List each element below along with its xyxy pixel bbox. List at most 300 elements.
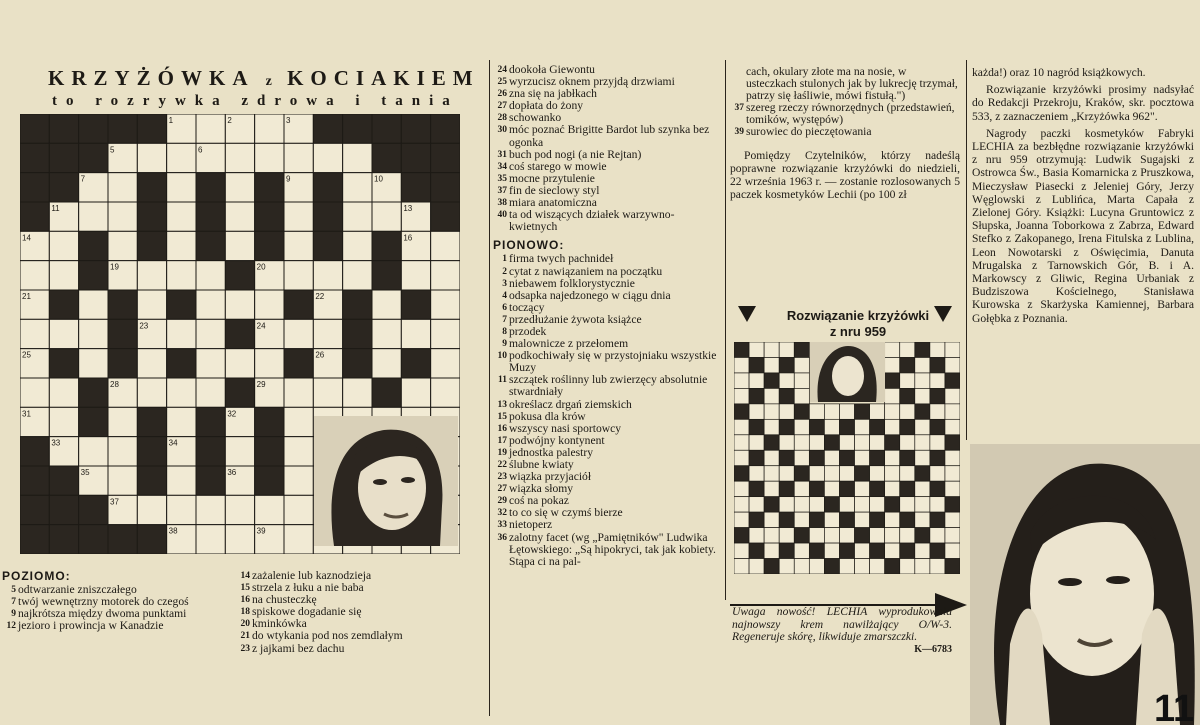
grid-black-cell [343,114,372,143]
clue-number: 2 [502,266,507,277]
clue-number: 38 [497,198,507,209]
grid-cell[interactable] [167,407,196,436]
solution-cell [870,435,885,450]
grid-cell[interactable] [343,143,372,172]
solution-cell [915,528,930,543]
solution-cell [824,404,839,419]
grid-number: 14 [22,233,31,243]
solution-cell [945,543,960,558]
grid-cell[interactable] [225,202,254,231]
solution-title [758,308,958,340]
clue-item [493,350,721,374]
solution-cell [900,404,915,419]
grid-cell[interactable] [49,261,78,290]
solution-cell [930,404,945,419]
grid-cell[interactable] [284,261,313,290]
lechia-ad [732,606,952,656]
solution-cell [870,497,885,512]
solution-cell [885,466,900,481]
poziomo-clues-col2 [236,570,462,655]
solution-cell [824,559,839,574]
solution-cell [794,357,809,372]
grid-black-cell [255,173,284,202]
clue-number: 33 [497,520,507,531]
clue-number: 36 [497,532,507,543]
solution-cell [945,342,960,357]
solution-cell [915,357,930,372]
clue-item [493,374,721,398]
clue-item [493,124,721,148]
solution-cell [794,559,809,574]
title-main: KRZYŻÓWKA [48,66,254,90]
grid-black-cell [137,202,166,231]
grid-cell[interactable] [79,349,108,378]
clue-text: zażalenie lub kaznodzieja [252,569,372,582]
column-divider-3 [966,60,967,440]
grid-black-cell [343,349,372,378]
solution-cell [809,481,824,496]
grid-black-cell [196,437,225,466]
grid-cell[interactable] [284,437,313,466]
grid-cell[interactable] [79,202,108,231]
grid-black-cell [108,525,137,554]
solution-cell [839,543,854,558]
grid-black-cell [137,525,166,554]
grid-black-cell [401,143,430,172]
grid-black-cell [79,231,108,260]
grid-black-cell [137,114,166,143]
grid-cell[interactable] [196,290,225,319]
solution-cell [915,404,930,419]
grid-cell[interactable] [343,378,372,407]
solution-cell [779,388,794,403]
solution-cell [809,466,824,481]
grid-cell[interactable] [137,378,166,407]
grid-cell[interactable] [431,378,460,407]
grid-cell[interactable] [225,495,254,524]
clue-number: 26 [497,89,507,100]
grid-cell[interactable] [284,319,313,348]
grid-cell[interactable] [225,143,254,172]
solution-cell [885,497,900,512]
grid-number: 29 [256,380,266,389]
solution-cell [930,419,945,434]
clue-text: twój wewnętrzny motorek do czegoś [18,595,189,609]
grid-black-cell [20,495,49,524]
grid-cell[interactable] [225,173,254,202]
grid-number: 24 [256,321,266,331]
grid-cell[interactable] [225,290,254,319]
grid-cell[interactable] [431,349,460,378]
clue-number: 32 [497,508,507,519]
grid-cell[interactable] [49,407,78,436]
solution-cell [749,435,764,450]
solution-cell [764,388,779,403]
solution-cell [734,404,749,419]
solution-grid [734,342,960,574]
grid-number: 13 [403,204,413,213]
grid-cell[interactable] [196,495,225,524]
page-number: 11 [1154,688,1195,725]
arrow-down-left [738,306,756,322]
grid-black-cell [313,231,342,260]
grid-cell[interactable] [284,495,313,524]
grid-cell[interactable] [431,319,460,348]
grid-black-cell [255,437,284,466]
clue-text: to co się w czymś bierze [509,506,623,520]
clue-text: wyrzucisz oknem przyjdą drzwiami [509,75,675,89]
grid-cell[interactable] [137,143,166,172]
solution-cell [764,466,779,481]
grid-cell[interactable] [343,202,372,231]
grid-cell[interactable] [372,319,401,348]
solution-cell [900,512,915,527]
solution-cell [885,404,900,419]
grid-number: 39 [256,526,266,536]
solution-cell [779,404,794,419]
grid-cell[interactable] [196,261,225,290]
solution-cell [824,450,839,465]
grid-number: 37 [110,497,119,507]
solution-cell [764,435,779,450]
grid-cell[interactable] [49,319,78,348]
grid-cell[interactable] [49,231,78,260]
grid-cell[interactable] [255,143,284,172]
grid-cell[interactable] [167,495,196,524]
solution-cell [749,497,764,512]
clue-text: coś na pokaz [509,494,569,508]
grid-cell[interactable] [343,231,372,260]
grid-cell[interactable] [284,143,313,172]
clue-number: 30 [497,125,507,136]
solution-cell [930,528,945,543]
solution-cell [734,497,749,512]
solution-cell [749,512,764,527]
clue-text: ślubne kwiaty [509,458,574,471]
grid-cell[interactable] [167,173,196,202]
grid-cell[interactable] [225,231,254,260]
grid-black-cell [225,378,254,407]
solution-cell [885,357,900,372]
grid-black-cell [372,378,401,407]
solution-cell [734,388,749,403]
grid-black-cell [20,143,49,172]
poziomo-clues-col1 [2,568,236,632]
woman-hands-portrait-image [970,444,1200,725]
solution-cell [900,373,915,388]
solution-cell [945,528,960,543]
grid-cell[interactable] [284,525,313,554]
solution-cell [749,419,764,434]
grid-cell[interactable] [401,319,430,348]
grid-black-cell [401,349,430,378]
woman-photo-small [314,416,458,546]
solution-cell [764,512,779,527]
solution-cell [900,543,915,558]
grid-cell[interactable] [431,231,460,260]
grid-black-cell [255,202,284,231]
clue-text: niebawem folklorystycznie [509,276,635,290]
grid-black-cell [196,173,225,202]
clue-text: na chusteczkę [252,593,317,607]
grid-black-cell [196,231,225,260]
grid-cell[interactable] [108,407,137,436]
grid-cell[interactable] [49,378,78,407]
grid-cell[interactable] [401,378,430,407]
grid-cell[interactable] [137,290,166,319]
solution-cell [870,466,885,481]
grid-black-cell [137,231,166,260]
solution-cell [794,419,809,434]
clue-text: dookoła Giewontu [509,63,595,76]
solution-cell [870,404,885,419]
grid-black-cell [20,466,49,495]
clue-number: 10 [497,351,507,362]
solution-cell [764,373,779,388]
grid-number: 10 [374,174,383,184]
grid-cell[interactable] [167,202,196,231]
solution-cell [734,559,749,574]
grid-cell[interactable] [108,231,137,260]
grid-number: 5 [110,145,115,155]
solution-cell [855,559,870,574]
clue-number: 29 [497,496,507,507]
grid-cell[interactable] [284,202,313,231]
grid-black-cell [313,114,342,143]
clue-text: najkrótsza między dwoma punktami [18,607,187,621]
grid-cell[interactable] [79,290,108,319]
clue-number: 37 [497,185,507,196]
poziomo-clues-col3 [493,64,721,568]
solution-cell [809,435,824,450]
solution-cell [945,450,960,465]
grid-cell[interactable] [284,466,313,495]
grid-black-cell [401,173,430,202]
grid-black-cell [225,261,254,290]
solution-cell [734,373,749,388]
grid-cell[interactable] [137,261,166,290]
solution-cell [794,388,809,403]
solution-cell [839,512,854,527]
solution-cell [945,559,960,574]
grid-black-cell [372,143,401,172]
grid-cell[interactable] [255,290,284,319]
grid-number: 22 [315,292,325,301]
solution-cell [734,450,749,465]
grid-cell[interactable] [20,319,49,348]
grid-cell[interactable] [255,495,284,524]
grid-cell[interactable] [372,349,401,378]
grid-cell[interactable] [108,437,137,466]
solution-cell [764,450,779,465]
clue-text: odtwarzanie zniszczałego [18,583,137,597]
grid-cell[interactable] [167,231,196,260]
solution-cell [734,512,749,527]
grid-cell[interactable] [20,378,49,407]
grid-cell[interactable] [196,525,225,554]
clue-number: 28 [497,113,507,124]
grid-cell[interactable] [167,378,196,407]
crossword-title [48,66,480,91]
clue-text: podkochiwały się w przystojniaku wszystkie Muzy [509,349,717,375]
grid-black-cell [49,495,78,524]
grid-number: 26 [315,350,325,360]
solution-cell [870,419,885,434]
solution-cell [839,497,854,512]
solution-cell [734,357,749,372]
grid-number: 35 [80,468,90,477]
grid-cell[interactable] [431,290,460,319]
grid-black-cell [401,114,430,143]
grid-cell[interactable] [284,378,313,407]
grid-cell[interactable] [167,466,196,495]
solution-cell [945,373,960,388]
grid-black-cell [313,202,342,231]
grid-cell[interactable] [196,319,225,348]
solution-cell [885,481,900,496]
grid-cell[interactable] [313,319,342,348]
clue-text: jezioro i prowincja w Kanadzie [18,619,164,633]
clue-text: miara anatomiczna [509,196,597,210]
clue-number: 34 [497,161,507,172]
grid-cell[interactable] [313,378,342,407]
grid-cell[interactable] [372,202,401,231]
grid-cell[interactable] [225,437,254,466]
grid-number: 2 [227,116,232,125]
grid-cell[interactable] [255,349,284,378]
grid-number: 21 [22,292,31,301]
grid-cell[interactable] [108,202,137,231]
solution-cell [885,342,900,357]
grid-cell[interactable] [431,261,460,290]
solution-cell [870,481,885,496]
solution-cell [839,404,854,419]
solution-cell [749,404,764,419]
grid-number: 33 [51,438,61,448]
clue-number: 7 [502,314,507,325]
grid-cell[interactable] [196,349,225,378]
solution-cell [794,450,809,465]
grid-black-cell [372,231,401,260]
grid-black-cell [137,437,166,466]
grid-number: 7 [80,174,86,184]
grid-black-cell [49,349,78,378]
grid-cell[interactable] [108,173,137,202]
solution-cell [779,466,794,481]
grid-cell[interactable] [79,319,108,348]
grid-black-cell [225,319,254,348]
title-z: z [265,74,275,89]
grid-cell[interactable] [401,261,430,290]
solution-cell [779,373,794,388]
grid-black-cell [431,202,460,231]
solution-cell [824,543,839,558]
solution-cell [839,450,854,465]
clue-number: 25 [497,77,507,88]
solution-cell [900,388,915,403]
grid-black-cell [401,290,430,319]
grid-black-cell [20,173,49,202]
clue-number: 3 [502,278,507,289]
pionowo-heading: PIONOWO: [493,238,565,253]
grid-black-cell [49,143,78,172]
grid-cell[interactable] [343,173,372,202]
grid-cell[interactable] [225,349,254,378]
solution-cell [839,419,854,434]
clue-number: 21 [240,631,250,642]
solution-cell [885,373,900,388]
grid-cell[interactable] [196,114,225,143]
grid-cell[interactable] [196,378,225,407]
grid-cell[interactable] [167,261,196,290]
grid-black-cell [79,114,108,143]
grid-cell[interactable] [313,143,342,172]
grid-cell[interactable] [137,349,166,378]
solution-cell [764,528,779,543]
solution-cell [930,543,945,558]
clue-number: 18 [240,607,250,618]
grid-cell[interactable] [137,495,166,524]
solution-cell [764,543,779,558]
clue-text: schowanko [509,111,562,125]
contest-column [972,66,1194,325]
grid-cell[interactable] [20,261,49,290]
solution-cell [945,481,960,496]
grid-black-cell [255,407,284,436]
solution-cell [764,419,779,434]
solution-cell [945,357,960,372]
solution-cell [794,543,809,558]
grid-cell[interactable] [343,261,372,290]
column-divider-2 [725,60,726,600]
grid-black-cell [49,114,78,143]
clue-number: 8 [502,326,507,337]
grid-cell[interactable] [255,114,284,143]
grid-black-cell [137,466,166,495]
grid-cell[interactable] [313,261,342,290]
grid-black-cell [167,349,196,378]
solution-cell [930,466,945,481]
clue-number: 35 [497,173,507,184]
grid-cell[interactable] [372,290,401,319]
clue-item [236,643,462,655]
clue-number: 23 [497,472,507,483]
grid-cell[interactable] [108,466,137,495]
grid-cell[interactable] [284,407,313,436]
solution-cell [779,450,794,465]
pionowo-clues-col2 [730,66,960,201]
solution-cell [900,466,915,481]
solution-cell [779,342,794,357]
grid-cell[interactable] [284,231,313,260]
solution-cell [930,559,945,574]
grid-cell[interactable] [79,437,108,466]
solution-cell [930,512,945,527]
grid-black-cell [255,231,284,260]
grid-cell[interactable] [167,319,196,348]
solution-cell [885,419,900,434]
grid-black-cell [20,114,49,143]
grid-cell[interactable] [225,525,254,554]
clue-number: 31 [497,149,507,160]
solution-cell [749,481,764,496]
clue-item [730,126,960,138]
clue-number: 7 [11,597,16,608]
clue-text: nietoperz [509,518,553,532]
clue-text: ta od wiszących działek warzywno-kwietnych [509,208,675,234]
grid-number: 28 [110,380,119,389]
grid-cell[interactable] [167,143,196,172]
